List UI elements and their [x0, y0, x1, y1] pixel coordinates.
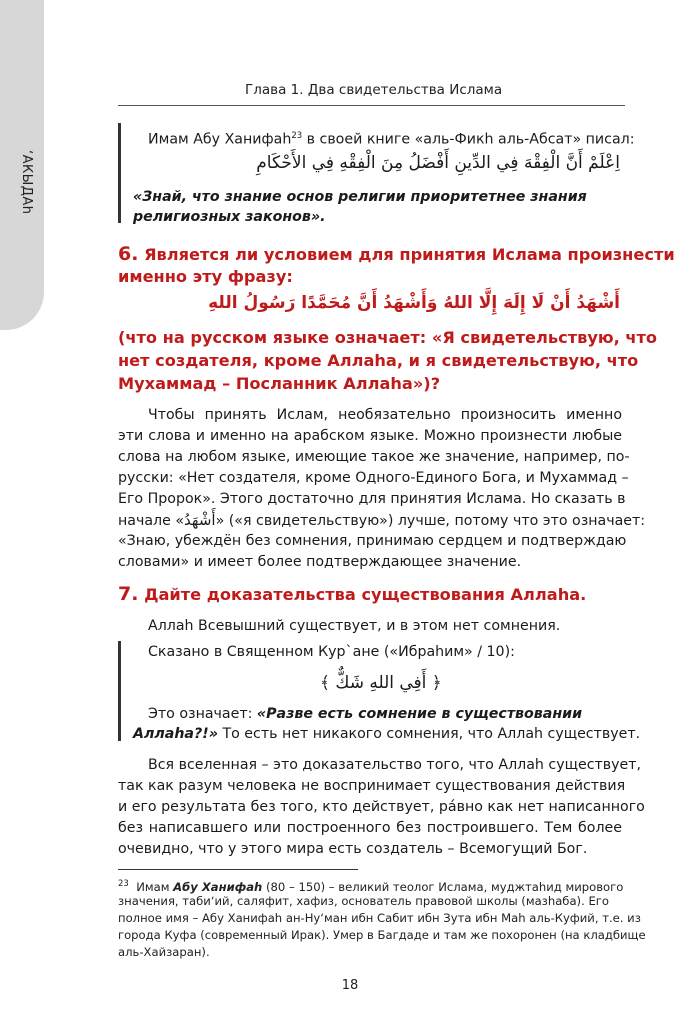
question-6-line-5: Мухаммад – Посланник Аллаhа»)?	[118, 374, 441, 393]
meaning-bold-2: Аллаhа?!»	[133, 726, 218, 742]
answer-6-line-3: слова на любом языке, имеющие такое же значение, например, по-	[118, 449, 630, 465]
quote-translation-1: «Знай, что знание основ религии приоритетнее знания	[133, 189, 587, 205]
question-6-line-3: (что на русском языке означает: «Я свидетельствую, что	[118, 328, 658, 347]
footnote-number: 23	[118, 879, 129, 889]
answer-6-line-6-before: начале «	[118, 513, 185, 529]
page-number: 18	[341, 978, 359, 993]
ashhadu-arabic: أَشْهَدُ	[184, 511, 216, 529]
footnote-name: Абу Ханифаh	[173, 879, 263, 894]
footnote-rule	[118, 869, 358, 870]
answer-6-line-7: «Знаю, убеждён без сомнения, принимаю сердцем и подтверждаю	[118, 533, 627, 549]
question-6-line-4: нет создателя, кроме Аллаhа, и я свидетельствую, что	[118, 351, 639, 370]
answer-6-line-4: русски: «Нет создателя, кроме Одного-Единого Бога, и Мухаммад –	[118, 470, 629, 486]
footnote-prefix: Имам	[136, 879, 174, 894]
answer-7-para-line-1: Вся вселенная – это доказательство того, что Аллаh существует,	[148, 757, 642, 773]
footnote-line-5: аль-Хайзаран).	[118, 945, 210, 959]
answer-7-para-line-2: так как разум человека не воспринимает существования действия	[118, 778, 626, 794]
quote-intro	[148, 126, 635, 150]
footnote-line-3: полное имя – Абу Ханифаh ан-Ну‘ман ибн Сабит ибн Зута ибн Маh аль-Куфий, т.е. из	[118, 911, 641, 925]
question-6-line-1	[118, 243, 675, 266]
question-6-number: 6.	[118, 243, 139, 265]
footnote-ref[interactable]: 23	[291, 131, 303, 141]
question-6-line-2: именно эту фразу:	[118, 267, 293, 286]
footnote-line-4: города Куфа (современный Ирак). Умер в Багдаде и там же похоронен (на кладбище	[118, 928, 646, 942]
quran-verse-arabic: ﴿ أَفِي اللهِ شَكٌّ ﴾	[320, 673, 442, 693]
question-7	[118, 583, 586, 606]
footnote-line-2: значения, таби‘ий, саляфит, хафиз, основатель правовой школы (мазhаба). Его	[118, 894, 609, 908]
meaning-prefix: Это означает:	[148, 706, 257, 722]
answer-6-line-2: эти слова и именно на арабском языке. Можно произнести любые	[118, 428, 622, 444]
answer-6-line-6	[118, 510, 645, 531]
answer-7-meaning-line-1	[148, 704, 622, 724]
shahada-arabic: أَشْهَدُ أَنْ لَا إِلَهَ إِلَّا اللهُ وَأَشْهَدُ أَنَّ مُحَمَّدًا رَسُولُ اللهِ	[208, 293, 620, 313]
answer-7-meaning-line-2	[133, 724, 640, 744]
meaning-suffix: То есть нет никакого сомнения, что Аллаh существует.	[217, 726, 641, 742]
answer-6-line-1: Чтобы принять Ислам, необязательно произносить именно	[148, 407, 622, 423]
answer-7-line-2: Сказано в Священном Кур`ане («Ибраhим» / 10):	[148, 644, 515, 660]
quote-intro-after: в своей книге «аль-Фикh аль-Абсат» писал:	[302, 131, 635, 148]
answer-7-line-1: Аллаh Всевышний существует, и в этом нет сомнения.	[148, 618, 561, 634]
footnote-line-1-rest: (80 – 150) – великий теолог Ислама, муджтаhид мирового	[262, 879, 624, 894]
quote-intro-before: Имам Абу Ханифаh	[148, 131, 292, 148]
header-rule	[118, 105, 625, 106]
arabic-quote: اِعْلَمْ أَنَّ الْفِقْهَ فِي الدِّينِ أَفْضَلُ مِنَ الْفِقْهِ فِي الأَحْكَامِ	[256, 153, 620, 173]
answer-6-line-6-after: » («я свидетельствую») лучше, потому что это означает:	[215, 513, 646, 529]
question-6-text-1: Является ли условием для принятия Ислама произнести	[144, 245, 675, 264]
question-7-text: Дайте доказательства существования Аллаhа.	[144, 585, 587, 604]
answer-7-para-line-4: без написавшего или построенного без построившего. Тем более	[118, 820, 622, 836]
quote-bar	[118, 123, 121, 223]
answer-6-line-8: словами» и имеет более подтверждающее значение.	[118, 554, 522, 570]
answer-6-line-5: Его Пророк». Этого достаточно для принятия Ислама. Но сказать в	[118, 491, 626, 507]
quote-bar-2	[118, 641, 121, 741]
answer-7-para-line-5: очевидно, что у этого мира есть создатель – Всемогущий Бог.	[118, 841, 588, 857]
quote-translation-2: религиозных законов».	[133, 209, 326, 225]
section-side-label: ‘АКЫДАh	[19, 150, 34, 215]
answer-7-para-line-3: и его результата без того, кто действует, ра́вно как нет написанного	[118, 799, 645, 815]
meaning-bold-1: «Разве есть сомнение в существовании	[256, 706, 583, 722]
running-header: Глава 1. Два свидетельства Ислама	[245, 82, 503, 98]
question-7-number: 7.	[118, 583, 139, 605]
